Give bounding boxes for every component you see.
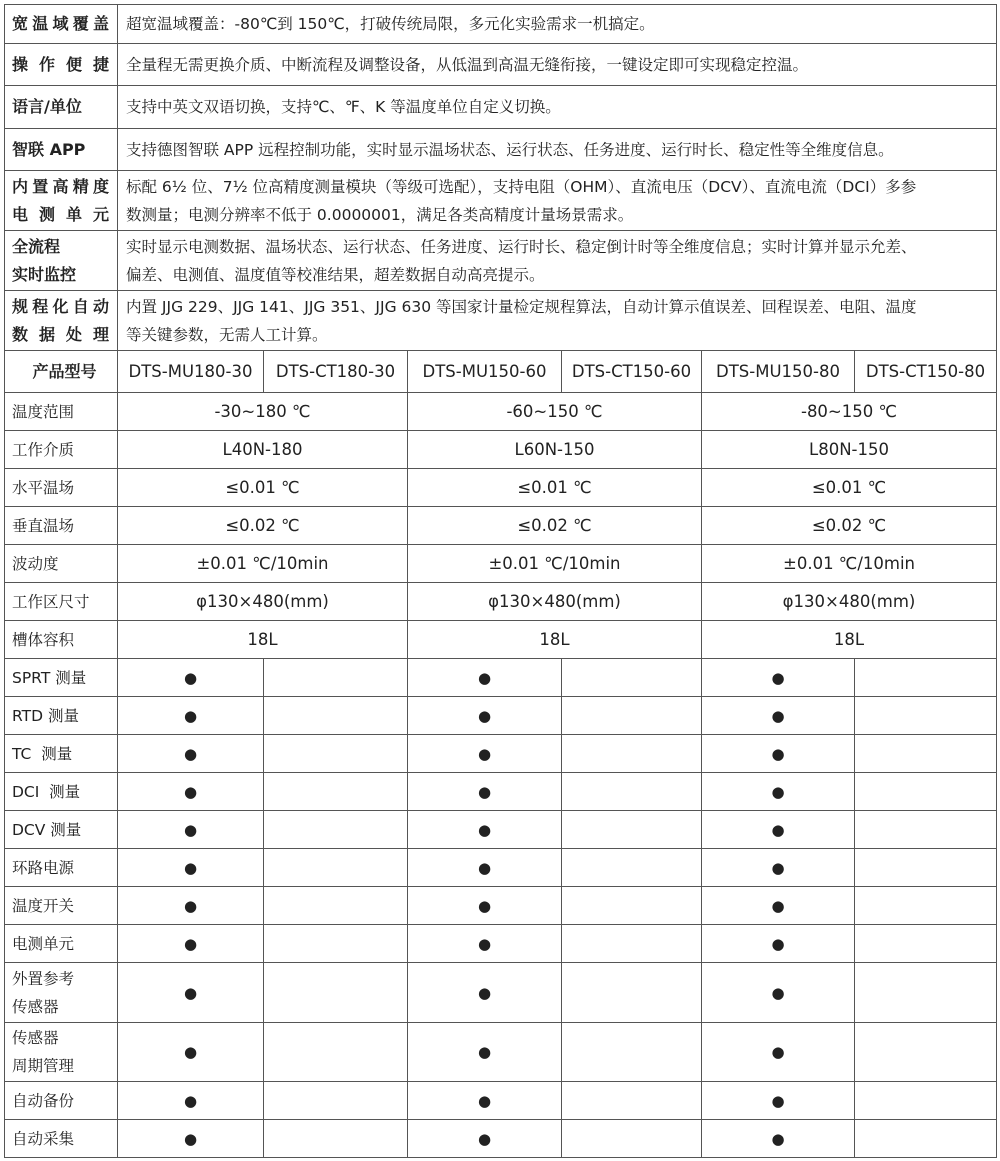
supported-dot: ●: [118, 773, 264, 811]
capability-label: 电测单元: [5, 925, 118, 963]
supported-dot: ●: [408, 811, 562, 849]
capability-label: DCV 测量: [5, 811, 118, 849]
supported-dot: ●: [118, 887, 264, 925]
spec-value: 18L: [408, 621, 702, 659]
empty-cell: [264, 811, 408, 849]
capability-row: [5, 887, 997, 925]
capability-label-line: 传感器: [12, 997, 59, 1016]
capability-row: [5, 963, 997, 1023]
feature-text: 支持德图智联 APP 远程控制功能，实时显示温场状态、运行状态、任务进度、运行时长、稳定性等全维度信息。: [118, 129, 997, 171]
supported-dot: ●: [702, 1082, 855, 1120]
spec-value: ≤0.01 ℃: [702, 469, 997, 507]
capability-label: 温度开关: [5, 887, 118, 925]
supported-dot: ●: [702, 887, 855, 925]
feature-text-line: 数测量；电测分辨率不低于 0.0000001，满足各类高精度计量场景需求。: [126, 205, 634, 224]
feature-row: [5, 44, 997, 86]
empty-cell: [264, 773, 408, 811]
feature-label: [5, 171, 118, 231]
spec-label: 槽体容积: [5, 621, 118, 659]
spec-value: φ130×480(mm): [118, 583, 408, 621]
spec-value: L80N-150: [702, 431, 997, 469]
feature-row: [5, 291, 997, 351]
spec-value: ±0.01 ℃/10min: [408, 545, 702, 583]
supported-dot: ●: [702, 697, 855, 735]
empty-cell: [562, 849, 702, 887]
empty-cell: [562, 735, 702, 773]
feature-row: [5, 5, 997, 44]
capability-label: [5, 963, 118, 1023]
supported-dot: ●: [702, 1023, 855, 1082]
empty-cell: [855, 773, 997, 811]
capability-label-line: 周期管理: [12, 1057, 75, 1075]
spec-table: [4, 4, 997, 1158]
empty-cell: [855, 659, 997, 697]
empty-cell: [855, 811, 997, 849]
supported-dot: ●: [408, 849, 562, 887]
spec-value: 18L: [702, 621, 997, 659]
empty-cell: [855, 849, 997, 887]
capability-label: [5, 1023, 118, 1082]
empty-cell: [264, 697, 408, 735]
capability-label: 自动备份: [5, 1082, 118, 1120]
spec-row: [5, 545, 997, 583]
empty-cell: [264, 1023, 408, 1082]
supported-dot: ●: [408, 1082, 562, 1120]
capability-label-line: 外置参考: [12, 969, 75, 988]
supported-dot: ●: [702, 735, 855, 773]
feature-label: [5, 231, 118, 291]
empty-cell: [562, 659, 702, 697]
empty-cell: [562, 925, 702, 963]
feature-text: [118, 171, 997, 231]
spec-value: L40N-180: [118, 431, 408, 469]
feature-label: 宽温域覆盖: [5, 5, 118, 44]
supported-dot: ●: [408, 1023, 562, 1082]
spec-value: -60~150 ℃: [408, 393, 702, 431]
model-name: DTS-CT150-60: [562, 351, 702, 393]
feature-row: [5, 86, 997, 129]
feature-text: 支持中英文双语切换，支持℃、℉、K 等温度单位自定义切换。: [118, 86, 997, 129]
model-name: DTS-CT150-80: [855, 351, 997, 393]
supported-dot: ●: [118, 659, 264, 697]
empty-cell: [264, 735, 408, 773]
spec-value: ±0.01 ℃/10min: [118, 545, 408, 583]
capability-label: TC 测量: [5, 735, 118, 773]
supported-dot: ●: [702, 925, 855, 963]
supported-dot: ●: [408, 697, 562, 735]
spec-value: -30~180 ℃: [118, 393, 408, 431]
spec-value: ±0.01 ℃/10min: [702, 545, 997, 583]
spec-value: ≤0.01 ℃: [118, 469, 408, 507]
spec-value: ≤0.02 ℃: [408, 507, 702, 545]
supported-dot: ●: [118, 697, 264, 735]
spec-value: φ130×480(mm): [702, 583, 997, 621]
supported-dot: ●: [702, 773, 855, 811]
capability-row: [5, 1082, 997, 1120]
spec-value: 18L: [118, 621, 408, 659]
capability-label: 环路电源: [5, 849, 118, 887]
model-header-label: 产品型号: [5, 351, 118, 393]
spec-row: [5, 583, 997, 621]
supported-dot: ●: [118, 925, 264, 963]
spec-value: L60N-150: [408, 431, 702, 469]
supported-dot: ●: [408, 659, 562, 697]
feature-label-line: 电测单元: [12, 204, 109, 224]
spec-label: 垂直温场: [5, 507, 118, 545]
feature-label-line: 实时监控: [12, 264, 77, 284]
model-name: DTS-MU150-80: [702, 351, 855, 393]
supported-dot: ●: [118, 735, 264, 773]
supported-dot: ●: [702, 811, 855, 849]
capability-label: SPRT 测量: [5, 659, 118, 697]
model-header-row: [5, 351, 997, 393]
supported-dot: ●: [118, 963, 264, 1023]
empty-cell: [562, 811, 702, 849]
capability-row: [5, 773, 997, 811]
supported-dot: ●: [702, 849, 855, 887]
capability-row: [5, 849, 997, 887]
capability-label: RTD 测量: [5, 697, 118, 735]
supported-dot: ●: [408, 735, 562, 773]
supported-dot: ●: [118, 811, 264, 849]
spec-label: 工作区尺寸: [5, 583, 118, 621]
capability-row: [5, 735, 997, 773]
capability-row: [5, 1023, 997, 1082]
empty-cell: [264, 925, 408, 963]
supported-dot: ●: [118, 849, 264, 887]
supported-dot: ●: [702, 1120, 855, 1158]
spec-row: [5, 469, 997, 507]
supported-dot: ●: [702, 963, 855, 1023]
model-name: DTS-CT180-30: [264, 351, 408, 393]
empty-cell: [264, 1120, 408, 1158]
feature-text: 全量程无需更换介质、中断流程及调整设备，从低温到高温无缝衔接，一键设定即可实现稳定控温。: [118, 44, 997, 86]
capability-label: DCI 测量: [5, 773, 118, 811]
spec-row: [5, 621, 997, 659]
feature-text: [118, 291, 997, 351]
feature-label: 语言/单位: [5, 86, 118, 129]
empty-cell: [855, 735, 997, 773]
empty-cell: [264, 1082, 408, 1120]
empty-cell: [264, 887, 408, 925]
empty-cell: [562, 773, 702, 811]
feature-label: 操作便捷: [5, 44, 118, 86]
feature-text-line: 等关键参数，无需人工计算。: [126, 325, 328, 344]
model-name: DTS-MU150-60: [408, 351, 562, 393]
empty-cell: [562, 1023, 702, 1082]
feature-text: [118, 231, 997, 291]
spec-row: [5, 507, 997, 545]
capability-row: [5, 1120, 997, 1158]
feature-label-line: 全流程: [12, 236, 61, 256]
empty-cell: [264, 659, 408, 697]
spec-value: φ130×480(mm): [408, 583, 702, 621]
empty-cell: [562, 963, 702, 1023]
feature-label-line: 内置高精度: [12, 176, 109, 196]
model-name: DTS-MU180-30: [118, 351, 264, 393]
spec-value: ≤0.02 ℃: [702, 507, 997, 545]
feature-text-line: 标配 6½ 位、7½ 位高精度测量模块（等级可选配），支持电阻（OHM）、直流电压（DCV）、直流电流（DCI）多参: [126, 177, 917, 196]
feature-label-line: 数据处理: [12, 324, 109, 344]
capability-row: [5, 659, 997, 697]
supported-dot: ●: [408, 1120, 562, 1158]
empty-cell: [855, 887, 997, 925]
spec-value: -80~150 ℃: [702, 393, 997, 431]
feature-text-line: 内置 JJG 229、JJG 141、JJG 351、JJG 630 等国家计量检定规程算法，自动计算示值误差、回程误差、电阻、温度: [126, 297, 917, 316]
feature-text-line: 实时显示电测数据、温场状态、运行状态、任务进度、运行时长、稳定倒计时等全维度信息；实时计算并显示允差、: [126, 237, 917, 256]
empty-cell: [855, 1082, 997, 1120]
capability-row: [5, 925, 997, 963]
empty-cell: [562, 1120, 702, 1158]
feature-row: [5, 171, 997, 231]
spec-row: [5, 431, 997, 469]
feature-text: 超宽温域覆盖：-80℃到 150℃，打破传统局限，多元化实验需求一机搞定。: [118, 5, 997, 44]
capability-label-line: 传感器: [12, 1029, 59, 1047]
capability-row: [5, 697, 997, 735]
spec-label: 温度范围: [5, 393, 118, 431]
capability-row: [5, 811, 997, 849]
spec-value: ≤0.01 ℃: [408, 469, 702, 507]
spec-row: [5, 393, 997, 431]
empty-cell: [855, 963, 997, 1023]
empty-cell: [562, 887, 702, 925]
supported-dot: ●: [118, 1023, 264, 1082]
supported-dot: ●: [408, 925, 562, 963]
feature-row: [5, 231, 997, 291]
empty-cell: [855, 1120, 997, 1158]
empty-cell: [264, 963, 408, 1023]
spec-value: ≤0.02 ℃: [118, 507, 408, 545]
empty-cell: [855, 697, 997, 735]
feature-label: [5, 291, 118, 351]
supported-dot: ●: [118, 1082, 264, 1120]
empty-cell: [562, 697, 702, 735]
spec-label: 波动度: [5, 545, 118, 583]
empty-cell: [264, 849, 408, 887]
capability-label: 自动采集: [5, 1120, 118, 1158]
spec-label: 水平温场: [5, 469, 118, 507]
feature-label-line: 规程化自动: [12, 296, 109, 316]
feature-row: [5, 129, 997, 171]
supported-dot: ●: [408, 887, 562, 925]
feature-label: 智联 APP: [5, 129, 118, 171]
supported-dot: ●: [408, 963, 562, 1023]
spec-label: 工作介质: [5, 431, 118, 469]
supported-dot: ●: [118, 1120, 264, 1158]
empty-cell: [562, 1082, 702, 1120]
supported-dot: ●: [702, 659, 855, 697]
feature-text-line: 偏差、电测值、温度值等校准结果，超差数据自动高亮提示。: [126, 265, 545, 284]
empty-cell: [855, 925, 997, 963]
empty-cell: [855, 1023, 997, 1082]
supported-dot: ●: [408, 773, 562, 811]
